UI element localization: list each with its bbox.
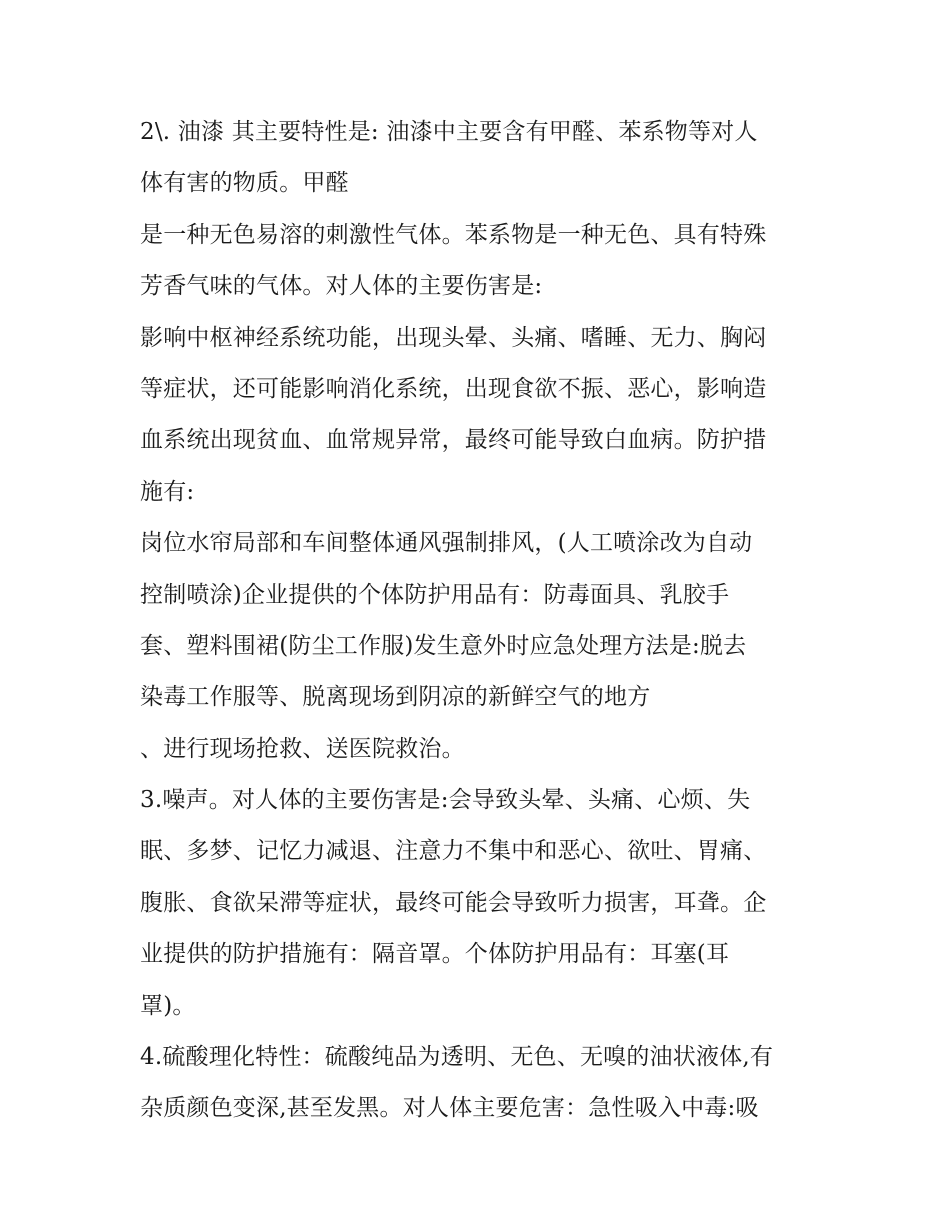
text-line: 腹胀、食欲呆滞等症状，最终可能会导致听力损害，耳聋。企 bbox=[140, 889, 767, 916]
text-line: 血系统出现贫血、血常规异常，最终可能导致白血病。防护措 bbox=[140, 427, 767, 454]
text-line: 染毒工作服等、脱离现场到阴凉的新鲜空气的地方 bbox=[140, 684, 651, 711]
text-line: 是一种无色易溶的刺激性气体。苯系物是一种无色、具有特殊 bbox=[140, 221, 767, 248]
document-body bbox=[140, 107, 830, 1135]
text-line: 业提供的防护措施有：隔音罩。个体防护用品有：耳塞(耳 bbox=[140, 941, 730, 968]
text-line: 杂质颜色变深,甚至发黑。对人体主要危害：急性吸入中毒:吸 bbox=[140, 1095, 759, 1122]
text-line: 3.噪声。对人体的主要伤害是:会导致头晕、头痛、心烦、失 bbox=[140, 787, 751, 814]
text-line: 罩)。 bbox=[140, 992, 196, 1019]
text-line: 施有: bbox=[140, 478, 195, 505]
text-line: 套、塑料围裙(防尘工作服)发生意外时应急处理方法是:脱去 bbox=[140, 632, 747, 659]
text-line: 岗位水帘局部和车间整体通风强制排风，(人工喷涂改为自动 bbox=[140, 530, 753, 557]
text-line: 影响中枢神经系统功能，出现头晕、头痛、嗜睡、无力、胸闷 bbox=[140, 324, 767, 351]
text-line: 眠、多梦、记忆力减退、注意力不集中和恶心、欲吐、胃痛、 bbox=[140, 838, 767, 865]
text-line: 、进行现场抢救、送医院救治。 bbox=[140, 735, 465, 762]
text-line: 等症状，还可能影响消化系统，出现食欲不振、恶心，影响造 bbox=[140, 375, 767, 402]
text-line: 2\. 油漆 其主要特性是: 油漆中主要含有甲醛、苯系物等对人 bbox=[140, 119, 758, 145]
text-line: 4.硫酸理化特性：硫酸纯品为透明、无色、无嗅的油状液体,有 bbox=[140, 1044, 774, 1071]
text-line: 芳香气味的气体。对人体的主要伤害是: bbox=[140, 273, 543, 300]
text-line: 控制喷涂)企业提供的个体防护用品有：防毒面具、乳胶手 bbox=[140, 581, 730, 608]
text-line: 体有害的物质。甲醛 bbox=[140, 170, 349, 197]
